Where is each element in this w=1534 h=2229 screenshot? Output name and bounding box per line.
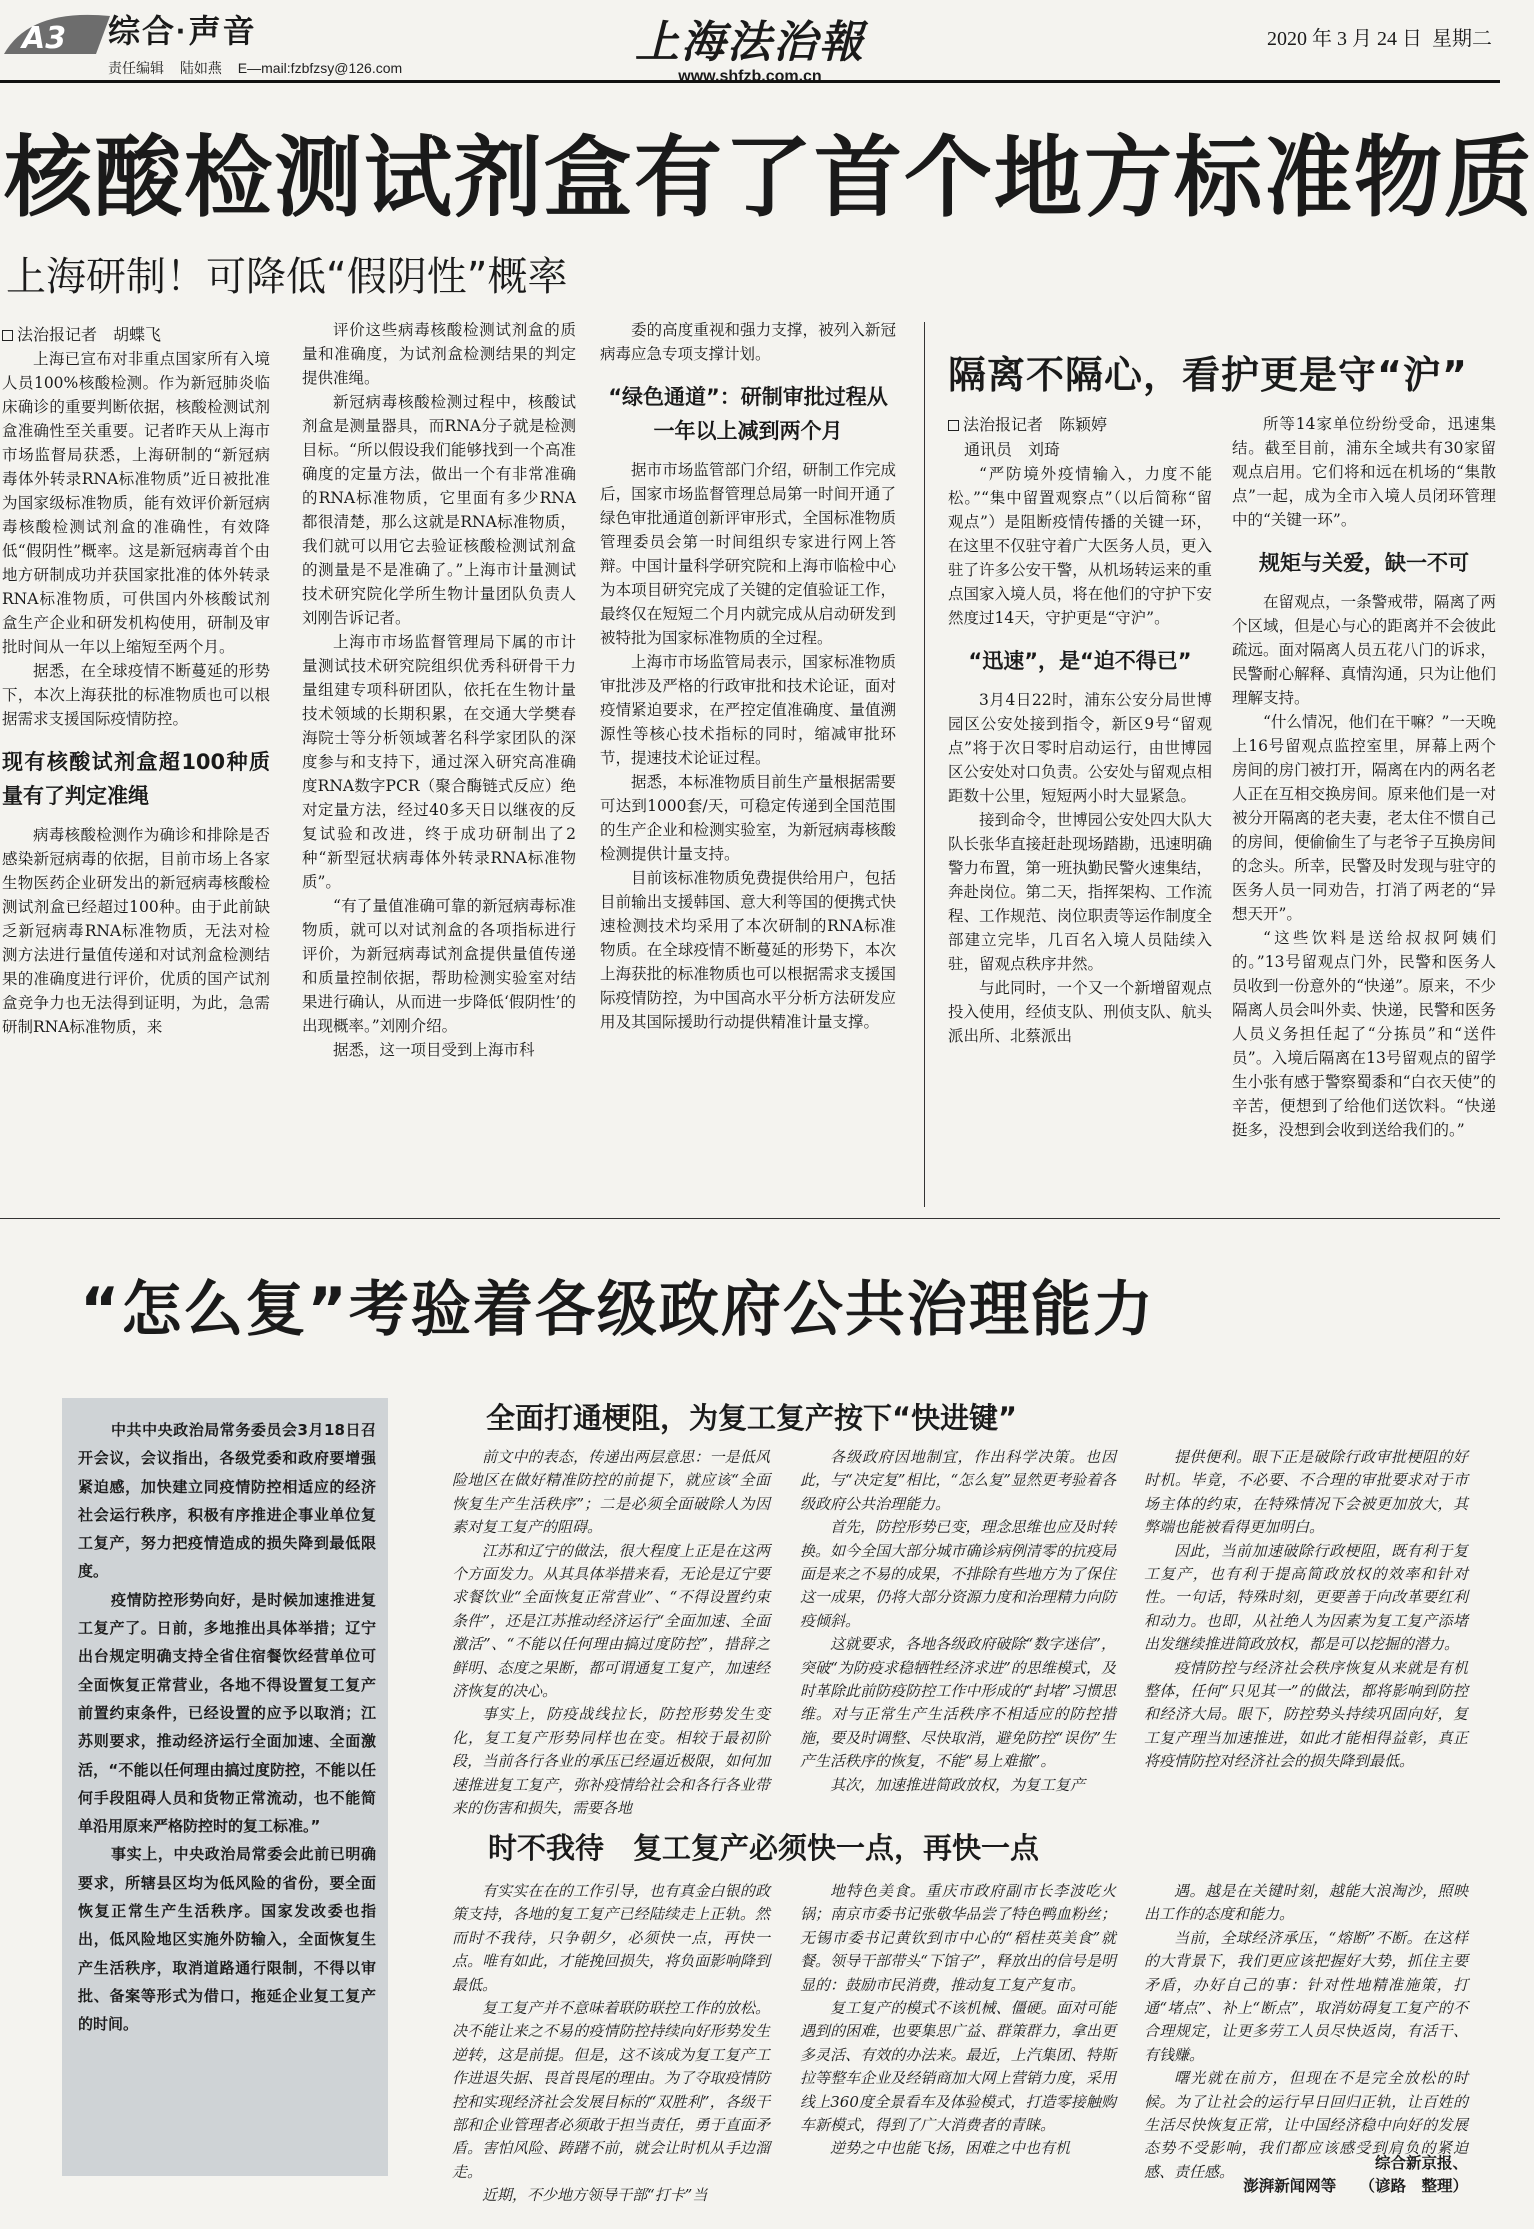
byline-box-icon	[948, 420, 959, 431]
side-column-2	[1232, 412, 1496, 1207]
paragraph: 江苏和辽宁的做法，很大程度上正是在这两个方面发力。从其具体举措来看，无论是辽宁要求餐饮业“全面恢复正常营业”、“不得设置约束条件”，还是江苏推动经济运行“全面加速、全面激活”、“不能以任何理由搞过度防控”，措辞之鲜明、态度之果断，都可谓通复工复产，加速经济恢复的决心。	[452, 1541, 770, 1701]
byline-box-icon	[2, 330, 13, 341]
s2-col2-body	[800, 1880, 1116, 2161]
second-subhead-2: 时不我待 复工复产必须快一点，再快一点	[488, 1831, 1040, 1865]
editor-email: E—mail:fzbfzsy@126.com	[237, 60, 403, 76]
paragraph: 所等14家单位纷纷受命，迅速集结。截至目前，浦东全域共有30家留观点启用。它们将和远在机场的“集散点”一起，成为全市入境人员闭环管理中的“关键一环”。	[1232, 415, 1496, 529]
paper-name: 上海法治報	[635, 17, 865, 68]
paragraph: 接到命令，世博园公安处四大队大队长张华直接赶赴现场踏勘，迅速明确警力布置，第一班执勤民警火速集结，奔赴岗位。第二天，指挥架构、工作流程、工作规范、岗位职责等运作制度全部建立完毕，几百名入境人员陆续入驻，留观点秩序井然。	[948, 811, 1212, 973]
source-credit	[1144, 2152, 1468, 2198]
paragraph: 据悉，这一项目受到上海市科	[333, 1041, 535, 1059]
paragraph: “有了量值准确可靠的新冠病毒标准物质，就可以对试剂盒的各项指标进行评价，为新冠病毒试剂盒提供量值传递和质量控制依据，帮助检测实验室对结果进行确认，从而进一步降低‘假阴性’的出现概率。”刘刚介绍。	[302, 897, 576, 1035]
s1-column-3	[1144, 1446, 1468, 1806]
lead-col1-body	[2, 347, 270, 731]
side-col1-subhead: “迅速”，是“迫不得已”	[968, 649, 1192, 673]
credit-line-1: 综合新京报、	[1374, 2154, 1468, 2172]
s2-column-1	[452, 1880, 770, 2205]
s1-column-1	[452, 1446, 770, 1818]
story-divider	[0, 1218, 1500, 1219]
editor-name: 陆如燕	[179, 60, 222, 76]
paper-url[interactable]: www.shfzb.com.cn	[678, 68, 822, 85]
issue-date	[1267, 22, 1492, 51]
paragraph: 事实上，防疫战线拉长，防控形势发生变化，复工复产形势同样也在变。相较于最初阶段，当前各行各业的承压已经逼近极限，如何加速推进复工复产，弥补疫情给社会和各行各业带来的伤害和损失，需要各地	[452, 1705, 770, 1818]
side-col2b-body	[1232, 590, 1496, 1142]
paragraph: “严防境外疫情输入，力度不能松。”“集中留置观察点”（以后简称“留观点”）是阻断疫情传播的关键一环，在这里不仅驻守着广大医务人员，更入驻了许多公安干警，从机场转运来的重点国家入境人员，将在他们的守护下安然度过14天，守护更是“守沪”。	[948, 465, 1212, 627]
s2-col1-body	[452, 1880, 770, 2208]
lead-col3-body	[600, 318, 896, 366]
s2-col3-body	[1144, 1880, 1468, 2184]
side-col1b-body	[948, 688, 1212, 1048]
s1-col3-body	[1144, 1446, 1468, 1774]
side-byline-2: 通讯员 刘琦	[964, 440, 1061, 459]
second-headline: “怎么复”考验着各级政府公共治理能力	[80, 1275, 1155, 1345]
paragraph: 3月4日22时，浦东公安分局世博园区公安处接到指令，新区9号“留观点”将于次日零时启动运行，由世博园区公安处对口负责。公安处与留观点相距数十公里，短短两小时大显紧急。	[948, 691, 1212, 805]
summary-box	[62, 1398, 388, 2176]
paragraph: 这就要求，各地各级政府破除“数字迷信”，突破“为防疫求稳牺牲经济求进”的思维模式，及时革除此前防疫防控工作中形成的“封堵”习惯思维。对与正常生产生活秩序不相适应的防控措施，要及时调整、尽快取消，避免防控“误伤”生产生活秩序的恢复，不能“易上难撤”。	[800, 1635, 1116, 1771]
date: 2020 年 3 月 24 日	[1267, 28, 1422, 50]
credit-line-2: 澎湃新闻网等 （谚路 整理）	[1243, 2177, 1468, 2195]
side-col2-subhead: 规矩与关爱，缺一不可	[1259, 551, 1469, 575]
lead-column-2	[302, 318, 576, 1222]
paragraph: 据市市场监管部门介绍，研制工作完成后，国家市场监督管理总局第一时间开通了绿色审批通道创新评审形式，全国标准物质管理委员会第一时间组织专家进行网上答辩。中国计量科学研究院和上海市临检中心为本项目研究完成了关键的定值验证工作，最终仅在短短二个月内就完成从启动研发到被特批为国家标准物质的全过程。	[600, 461, 896, 647]
paragraph: 其次，加速推进简政放权，为复工复产	[830, 1775, 1086, 1794]
paragraph: 复工复产的模式不该机械、僵硬。面对可能遇到的困难，也要集思广益、群策群力，拿出更多灵活、有效的办法来。最近，上汽集团、特斯拉等整车企业及经销商加大网上营销力度，采用线上360度全景看车及体验模式，打造零接触购车新模式，得到了广大消费者的青睐。	[800, 1999, 1116, 2135]
paragraph: 委的高度重视和强力支撑，被列入新冠病毒应急专项支撑计划。	[600, 321, 896, 363]
side-byline: 法治报记者 陈颖婷	[948, 412, 1212, 435]
lead-col1b-body	[2, 823, 270, 1039]
side-headline: 隔离不隔心，看护更是守“沪”	[948, 353, 1468, 397]
paragraph: 评价这些病毒核酸检测试剂盒的质量和准确度，为试剂盒检测结果的判定提供准绳。	[302, 321, 576, 387]
paragraph: 上海已宣布对非重点国家所有入境人员100%核酸检测。作为新冠肺炎临床确诊的重要判断依据，核酸检测试剂盒准确性至关重要。记者昨天从上海市市场监督局获悉，上海研制的“新冠病毒体外转录RNA标准物质”近日被批准为国家级标准物质，能有效评价新冠病毒核酸检测试剂盒的准确性，有效降低“假阴性”概率。这是新冠病毒首个由地方研制成功并获国家批准的体外转录RNA标准物质，可供国内外核酸试剂盒生产企业和研发机构使用，研制及审批时间从一年以上缩短至两个月。	[2, 350, 270, 656]
paragraph: 前文中的表态，传递出两层意思：一是低风险地区在做好精准防控的前提下，就应该“全面恢复生产生活秩序”；二是必须全面破除人为因素对复工复产的阻碍。	[452, 1448, 770, 1537]
paragraph: 当前，全球经济承压，“熔断”不断。在这样的大背景下，我们更应该把握好大势，抓住主要矛盾，办好自己的事：针对性地精准施策，打通“堵点”、补上“断点”，取消妨碍复工复产的不合理规定，让更多劳工人员尽快返岗，有活干、有钱赚。	[1144, 1928, 1468, 2064]
paragraph: 事实上，中央政治局常委会此前已明确要求，所辖县区均为低风险的省份，要全面恢复正常生产生活秩序。国家发改委也指出，低风险地区实施外防输入，全面恢复生产生活秩序，取消道路通行限制，不得以审批、备案等形式为借口，拖延企业复工复产的时间。	[78, 1845, 376, 2034]
section-title: 综合·声音	[108, 13, 257, 49]
paragraph: “什么情况，他们在干嘛？”一天晚上16号留观点监控室里，屏幕上两个房间的房门被打开，隔离在内的两名老人正在互相交换房间。原来他们是一对被分开隔离的老夫妻，老太住不惯自己的房间，便偷偷生了与老爷子互换房间的念头。所幸，民警及时发现与驻守的医务人员一同劝告，打消了两老的“异想天开”。	[1232, 713, 1496, 923]
paragraph: 曙光就在前方，但现在不是完全放松的时候。为了让社会的运行早日回归正轨，让百姓的生活尽快恢复正常，让中国经济稳中向好的发展态势不受影响，我们都应该感受到肩负的紧迫感、责任感。	[1144, 2069, 1468, 2181]
page-badge	[0, 6, 118, 62]
paragraph: 首先，防控形势已变，理念思维也应及时转换。如今全国大部分城市确诊病例清零的抗疫局面是来之不易的成果，不排除有些地方为了保住这一成果，仍将大部分资源力度和治理精力向防疫倾斜。	[800, 1518, 1116, 1630]
paragraph: 据悉，本标准物质目前生产量根据需要可达到1000套/天，可稳定传递到全国范围的生产企业和检测实验室，为新冠病毒核酸检测提供计量支持。	[600, 773, 896, 863]
lead-column-3	[600, 318, 896, 1222]
paragraph: 有实实在在的工作引导，也有真金白银的政策支持，各地的复工复产已经陆续走上正轨。然而时不我待，只争朝夕，必须快一点，再快一点。唯有如此，才能挽回损失，将负面影响降到最低。	[452, 1882, 770, 1994]
s1-col2-body	[800, 1446, 1116, 1797]
paragraph: “这些饮料是送给叔叔阿姨们的。”13号留观点门外，民警和医务人员收到一份意外的“快递”。原来，不少隔离人员会叫外卖、快递，民警和医务人员义务担任起了“分拣员”和“送件员”。入境后隔离在13号留观点的留学生小张有感于警察蜀黍和“白衣天使”的辛苦，便想到了给他们送饮料。“快递挺多，没想到会收到送给我们的。”	[1232, 929, 1496, 1139]
paragraph: 近期，不少地方领导干部“打卡”当	[482, 2186, 708, 2205]
page-label: A3	[22, 21, 67, 56]
paragraph: 上海市市场监管局表示，国家标准物质审批涉及严格的行政审批和技术论证，面对疫情紧迫要求，在严控定值准确度、量值溯源性等核心技术指标的同时，缩减审批环节，提速技术论证过程。	[600, 653, 896, 767]
weekday: 星期二	[1432, 28, 1492, 50]
paragraph: 上海市市场监督管理局下属的市计量测试技术研究院组织优秀科研骨干力量组建专项科研团队，依托在生物计量技术领域的长期积累，在交通大学樊春海院士等分析领域著名科学家团队的深度参与和支持下，通过深入研究高准确度RNA数字PCR（聚合酶链式反应）绝对定量方法，经过40多天日以继夜的反复试验和改进，终于成功研制出了2种“新型冠状病毒体外转录RNA标准物质”。	[302, 633, 576, 891]
editor-label: 责任编辑	[108, 60, 164, 76]
lead-byline: 法治报记者 胡蝶飞	[2, 322, 270, 345]
lead-subheadline: 上海研制！可降低“假阴性”概率	[6, 254, 568, 300]
header-rule	[0, 80, 1500, 83]
paragraph: 遇。越是在关键时刻，越能大浪淘沙，照映出工作的态度和能力。	[1144, 1882, 1468, 1924]
s1-column-2	[800, 1446, 1116, 1806]
paragraph: 据悉，在全球疫情不断蔓延的形势下，本次上海获批的标准物质也可以根据需求支援国际疫情防控。	[2, 662, 270, 728]
paragraph: 复工复产并不意味着联防联控工作的放松。决不能让来之不易的疫情防控持续向好形势发生逆转，这是前提。但是，这不该成为复工复产工作进退失据、畏首畏尾的理由。为了夺取疫情防控和实现经济社会发展目标的“双胜利”，各级干部和企业管理者必须敢于担当责任，勇于直面矛盾。害怕风险、踌躇不前，就会让时机从手边溜走。	[452, 1999, 770, 2181]
paragraph: 与此同时，一个又一个新增留观点投入使用，经侦支队、刑侦支队、航头派出所、北蔡派出	[948, 979, 1212, 1045]
side-column-1	[948, 412, 1212, 1207]
lead-col3-subhead: “绿色通道”：研制审批过程从一年以上减到两个月	[608, 385, 888, 443]
lead-col3b-body	[600, 458, 896, 1034]
paragraph: 疫情防控与经济社会秩序恢复从来就是有机整体，任何“只见其一”的做法，都将影响到防控和经济大局。眼下，防控势头持续巩固向好，复工复产理当加速推进，如此才能相得益彰，真正将疫情防控对经济社会的损失降到最低。	[1144, 1658, 1468, 1771]
s2-column-2	[800, 1880, 1116, 2200]
paragraph: 提供便利。眼下正是破除行政审批梗阻的好时机。毕竟，不必要、不合理的审批要求对于市场主体的约束，在特殊情况下会被更加放大，其弊端也能被看得更加明白。	[1144, 1448, 1468, 1537]
paragraph: 新冠病毒核酸检测过程中，核酸试剂盒是测量器具，而RNA分子就是检测目标。“所以假设我们能够找到一个高准确度的定量方法，做出一个有非常准确的RNA标准物质，它里面有多少RNA都很清楚，那么这就是RNA标准物质，我们就可以用它去验证核酸检测试剂盒的测量是不是准确了。”上海市计量测试技术研究院化学所生物计量团队负责人刘刚告诉记者。	[302, 393, 576, 627]
paragraph: 逆势之中也能飞扬，困难之中也有机	[830, 2139, 1071, 2158]
paragraph: 目前该标准物质免费提供给用户，包括目前输出支援韩国、意大利等国的便携式快速检测技术均采用了本次研制的RNA标准物质。在全球疫情不断蔓延的形势下，本次上海获批的标准物质也可以根据需求支援国际疫情防控，为中国高水平分析方法研发应用及其国际援助行动提供精准计量支撑。	[600, 869, 896, 1031]
side-col2-body	[1232, 412, 1496, 532]
column-divider	[924, 322, 925, 1207]
lead-headline: 核酸检测试剂盒有了首个地方标准物质	[4, 126, 1534, 229]
paragraph: 在留观点，一条警戒带，隔离了两个区域，但是心与心的距离并不会彼此疏远。面对隔离人员五花八门的诉求，民警耐心解释、真情沟通，只为让他们理解支持。	[1232, 593, 1496, 707]
paragraph: 各级政府因地制宜，作出科学决策。也因此，与“决定复”相比，“怎么复”显然更考验着各级政府公共治理能力。	[800, 1448, 1116, 1513]
masthead	[560, 6, 940, 86]
lead-column-1	[2, 322, 270, 1222]
paragraph: 因此，当前加速破除行政梗阻，既有利于复工复产，也有利于提高简政放权的效率和针对性。一句话，特殊时刻，更要善于向改革要红利和动力。也即，从社绝人为因素为复工复产添堵出发继续推进简政放权，都是可以挖掘的潜力。	[1144, 1541, 1468, 1654]
side-col1-body	[948, 462, 1212, 630]
paragraph: 地特色美食。重庆市政府副市长李波吃火锅；南京市委书记张敬华品尝了特色鸭血粉丝；无锡市委书记黄钦到市中心的“稻桂英美食”就餐。领导干部带头“下馆子”，释放出的信号是明显的：鼓励市民消费，推动复工复产复市。	[800, 1882, 1116, 1994]
paragraph: 病毒核酸检测作为确诊和排除是否感染新冠病毒的依据，目前市场上各家生物医药企业研发出的新冠病毒核酸检测试剂盒已经超过100种。由于此前缺乏新冠病毒RNA标准物质，无法对检测方法进行量值传递和对试剂盒检测结果的准确度进行评价，优质的国产试剂盒竞争力也无法得到证明，为此，急需研制RNA标准物质，来	[2, 826, 270, 1036]
paragraph: 疫情防控形势向好，是时候加速推进复工复产了。日前，多地推出具体举措；辽宁出台规定明确支持全省住宿餐饮经营单位可全面恢复正常营业，各地不得设置复工复产前置约束条件，已经设置的应予以取消；江苏则要求，推动经济运行全面加速、全面激活，“不能以任何理由搞过度防控，不能以任何手段阻碍人员和货物正常流动，也不能简单沿用原来严格防控时的复工标准。”	[78, 1590, 376, 1836]
paragraph: 中共中央政治局常务委员会3月18日召开会议，会议指出，各级党委和政府要增强紧迫感，加快建立同疫情防控相适应的经济社会运行秩序，积极有序推进企事业单位复工复产，努力把疫情造成的损失降到最低限度。	[78, 1421, 376, 1581]
lead-col1-subhead: 现有核酸试剂盒超100种质量有了判定准绳	[2, 750, 270, 808]
summary-body	[78, 1416, 376, 2039]
lead-col2-body	[302, 318, 576, 1062]
second-subhead-1: 全面打通梗阻，为复工复产按下“快进键”	[486, 1401, 1018, 1435]
s1-col1-body	[452, 1446, 770, 1821]
section-meta	[108, 58, 414, 78]
